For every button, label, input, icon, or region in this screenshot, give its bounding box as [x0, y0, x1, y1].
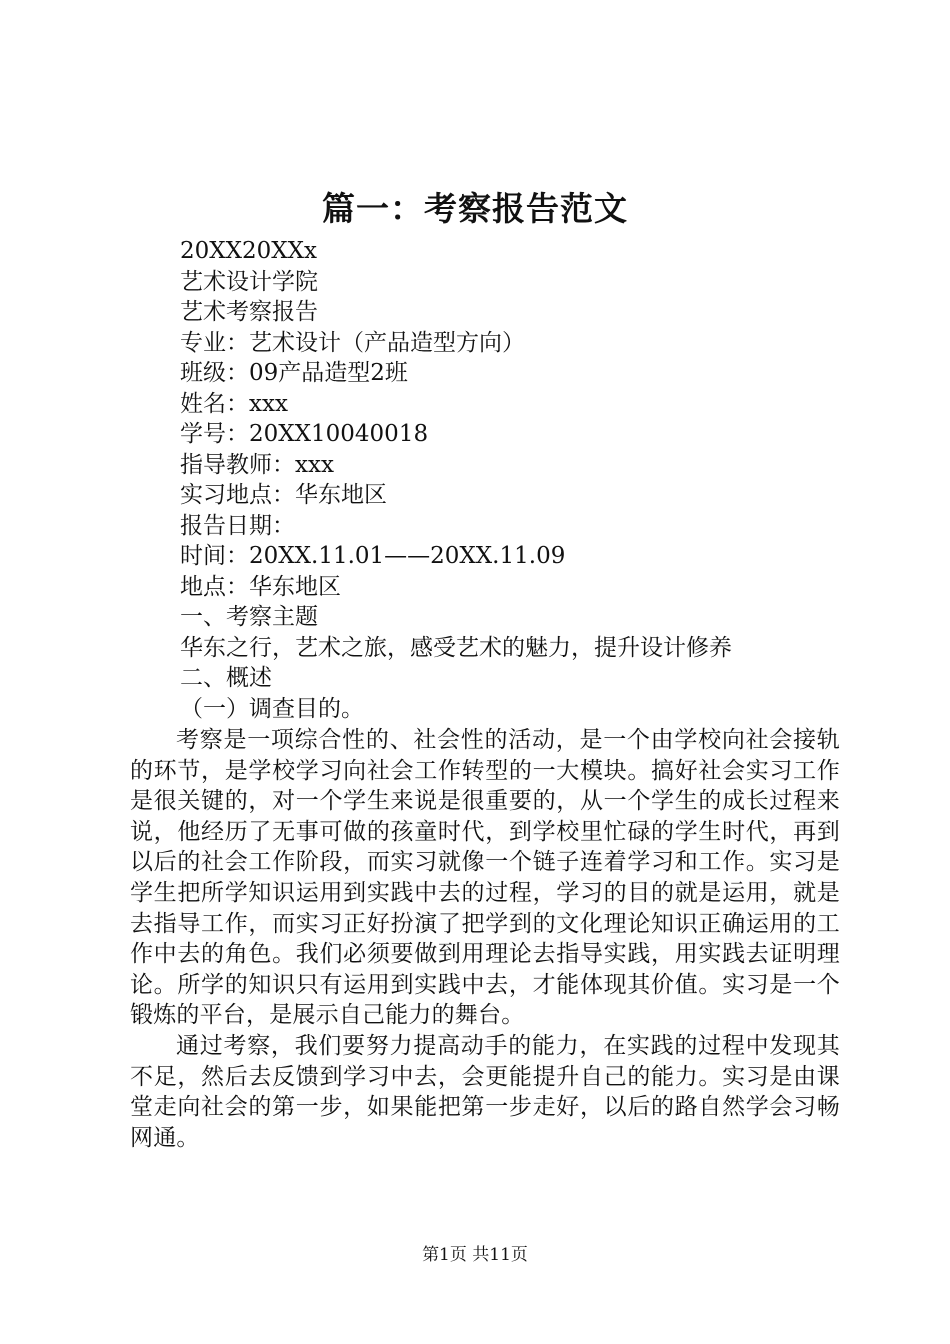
meta-line: 华东之行，艺术之旅，感受艺术的魅力，提升设计修养 [180, 634, 732, 661]
meta-line: 艺术考察报告 [180, 299, 318, 325]
paragraph: 考察是一项综合性的、社会性的活动，是一个由学校向社会接轨的环节，是学校学习向社会工作转型的一大模块。搞好社会实习工作是很关键的，对一个学生来说是很重要的，从一个学生的成长过程来说，他经历了无事可做的孩童时代，到学校里忙碌的学生时代，再到以后的社会工作阶段，而实习就像一个链子连着学习和工作。实习是学生把所学知识运用到实践中去的过程，学习的目的就是运用，就是去指导工作，而实习正好扮演了把学到的文化理论知识正确运用的工作中去的角色。我们必须要做到用理论去指导实践，用实践去证明理论。所学的知识只有运用到实践中去，才能体现其价值。实习是一个锻炼的平台，是展示自己能力的舞台。 [130, 727, 840, 1029]
meta-line: 实习地点：华东地区 [180, 482, 387, 508]
meta-line: 姓名：xxx [180, 390, 288, 417]
meta-line: 20XX20XXx [180, 238, 318, 264]
meta-line: 地点：华东地区 [180, 573, 341, 600]
paragraph: 通过考察，我们要努力提高动手的能力，在实践的过程中发现其不足，然后去反馈到学习中去，会更能提升自己的能力。实习是由课堂走向社会的第一步，如果能把第一步走好，以后的路自然学会习畅网通。 [130, 1032, 840, 1151]
meta-line: 指导教师：xxx [180, 451, 334, 478]
body-text [130, 725, 840, 1153]
meta-line: 时间：20XX.11.01——20XX.11.09 [180, 543, 566, 569]
meta-line: 艺术设计学院 [180, 268, 318, 295]
subsection-heading: （一）调查目的。 [180, 695, 364, 722]
meta-line: 班级：09产品造型2班 [180, 360, 408, 386]
section-heading: 一、考察主题 [180, 604, 318, 630]
document-title: 篇一：考察报告范文 [322, 189, 628, 228]
page-footer: 第1页 共11页 [422, 1245, 528, 1265]
section-heading: 二、概述 [180, 665, 272, 691]
meta-line: 学号：20XX10040018 [180, 421, 429, 447]
report-meta-list [180, 236, 880, 724]
meta-line: 专业：艺术设计（产品造型方向） [180, 329, 525, 356]
meta-line: 报告日期： [180, 512, 295, 539]
